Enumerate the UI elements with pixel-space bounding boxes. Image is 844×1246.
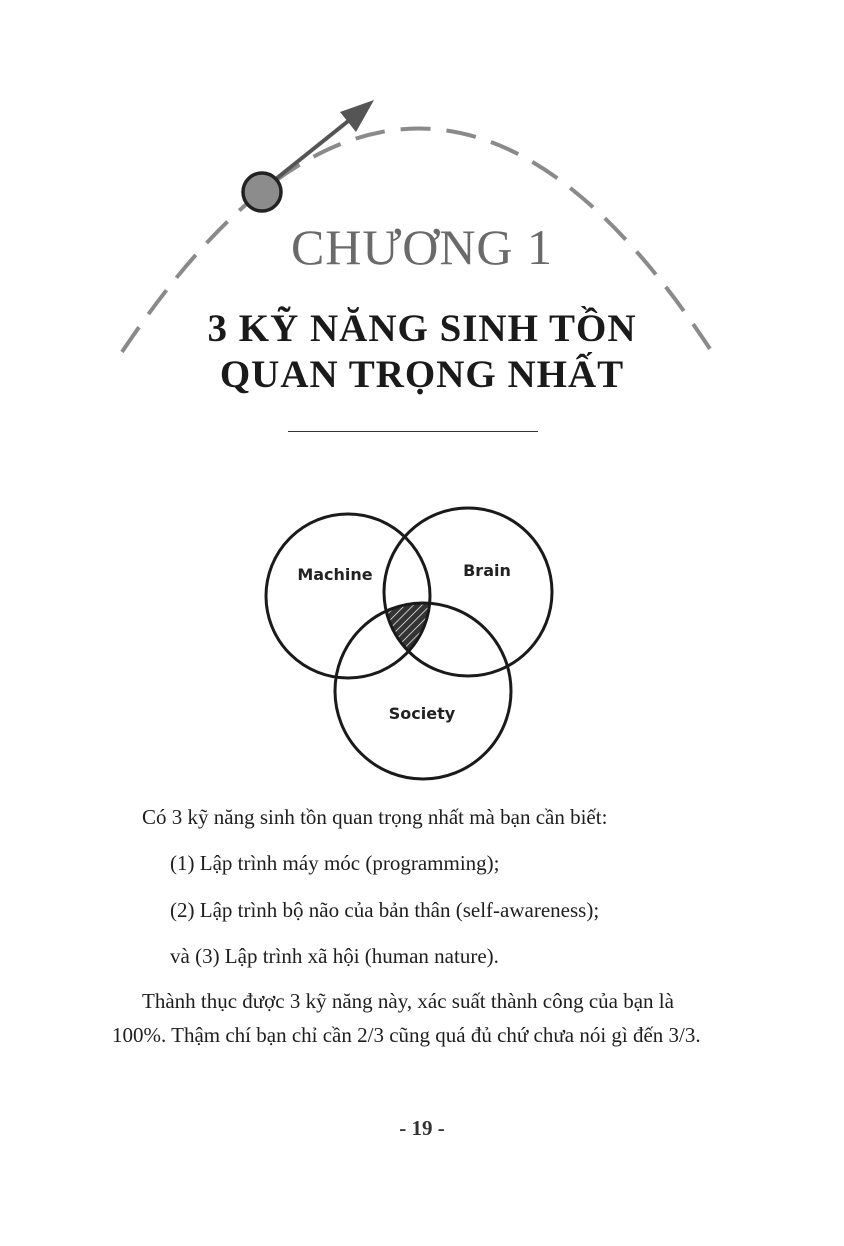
title-divider	[288, 431, 538, 432]
page-number: - 19 -	[399, 1116, 445, 1140]
ball-icon	[243, 173, 281, 211]
label-society: Society	[388, 704, 456, 723]
label-brain: Brain	[463, 561, 511, 580]
chapter-title	[0, 306, 844, 398]
label-machine: Machine	[297, 565, 373, 584]
list-item: (2) Lập trình bộ não của bản thân (self-awareness);	[170, 898, 600, 922]
closing-paragraph: Thành thục được 3 kỹ năng này, xác suất thành công của bạn là 100%. Thậm chí bạn chỉ cần 2/3 cũng quá đủ chứ chưa nói gì đến 3/3.	[112, 989, 701, 1047]
list-item: (1) Lập trình máy móc (programming);	[170, 851, 500, 875]
venn-diagram	[255, 500, 575, 785]
chapter-title-line-2: QUAN TRỌNG NHẤT	[219, 353, 625, 396]
chapter-label: CHƯƠNG 1	[290, 219, 554, 275]
arrow-shaft	[272, 118, 352, 182]
intro-paragraph: Có 3 kỹ năng sinh tồn quan trọng nhất mà bạn cần biết:	[142, 805, 608, 829]
list-item: và (3) Lập trình xã hội (human nature).	[170, 944, 499, 968]
circle-brain	[384, 508, 552, 676]
chapter-title-line-1: 3 KỸ NĂNG SINH TỒN	[207, 307, 637, 350]
arrow-head-icon	[340, 100, 374, 132]
circle-machine	[266, 514, 430, 678]
